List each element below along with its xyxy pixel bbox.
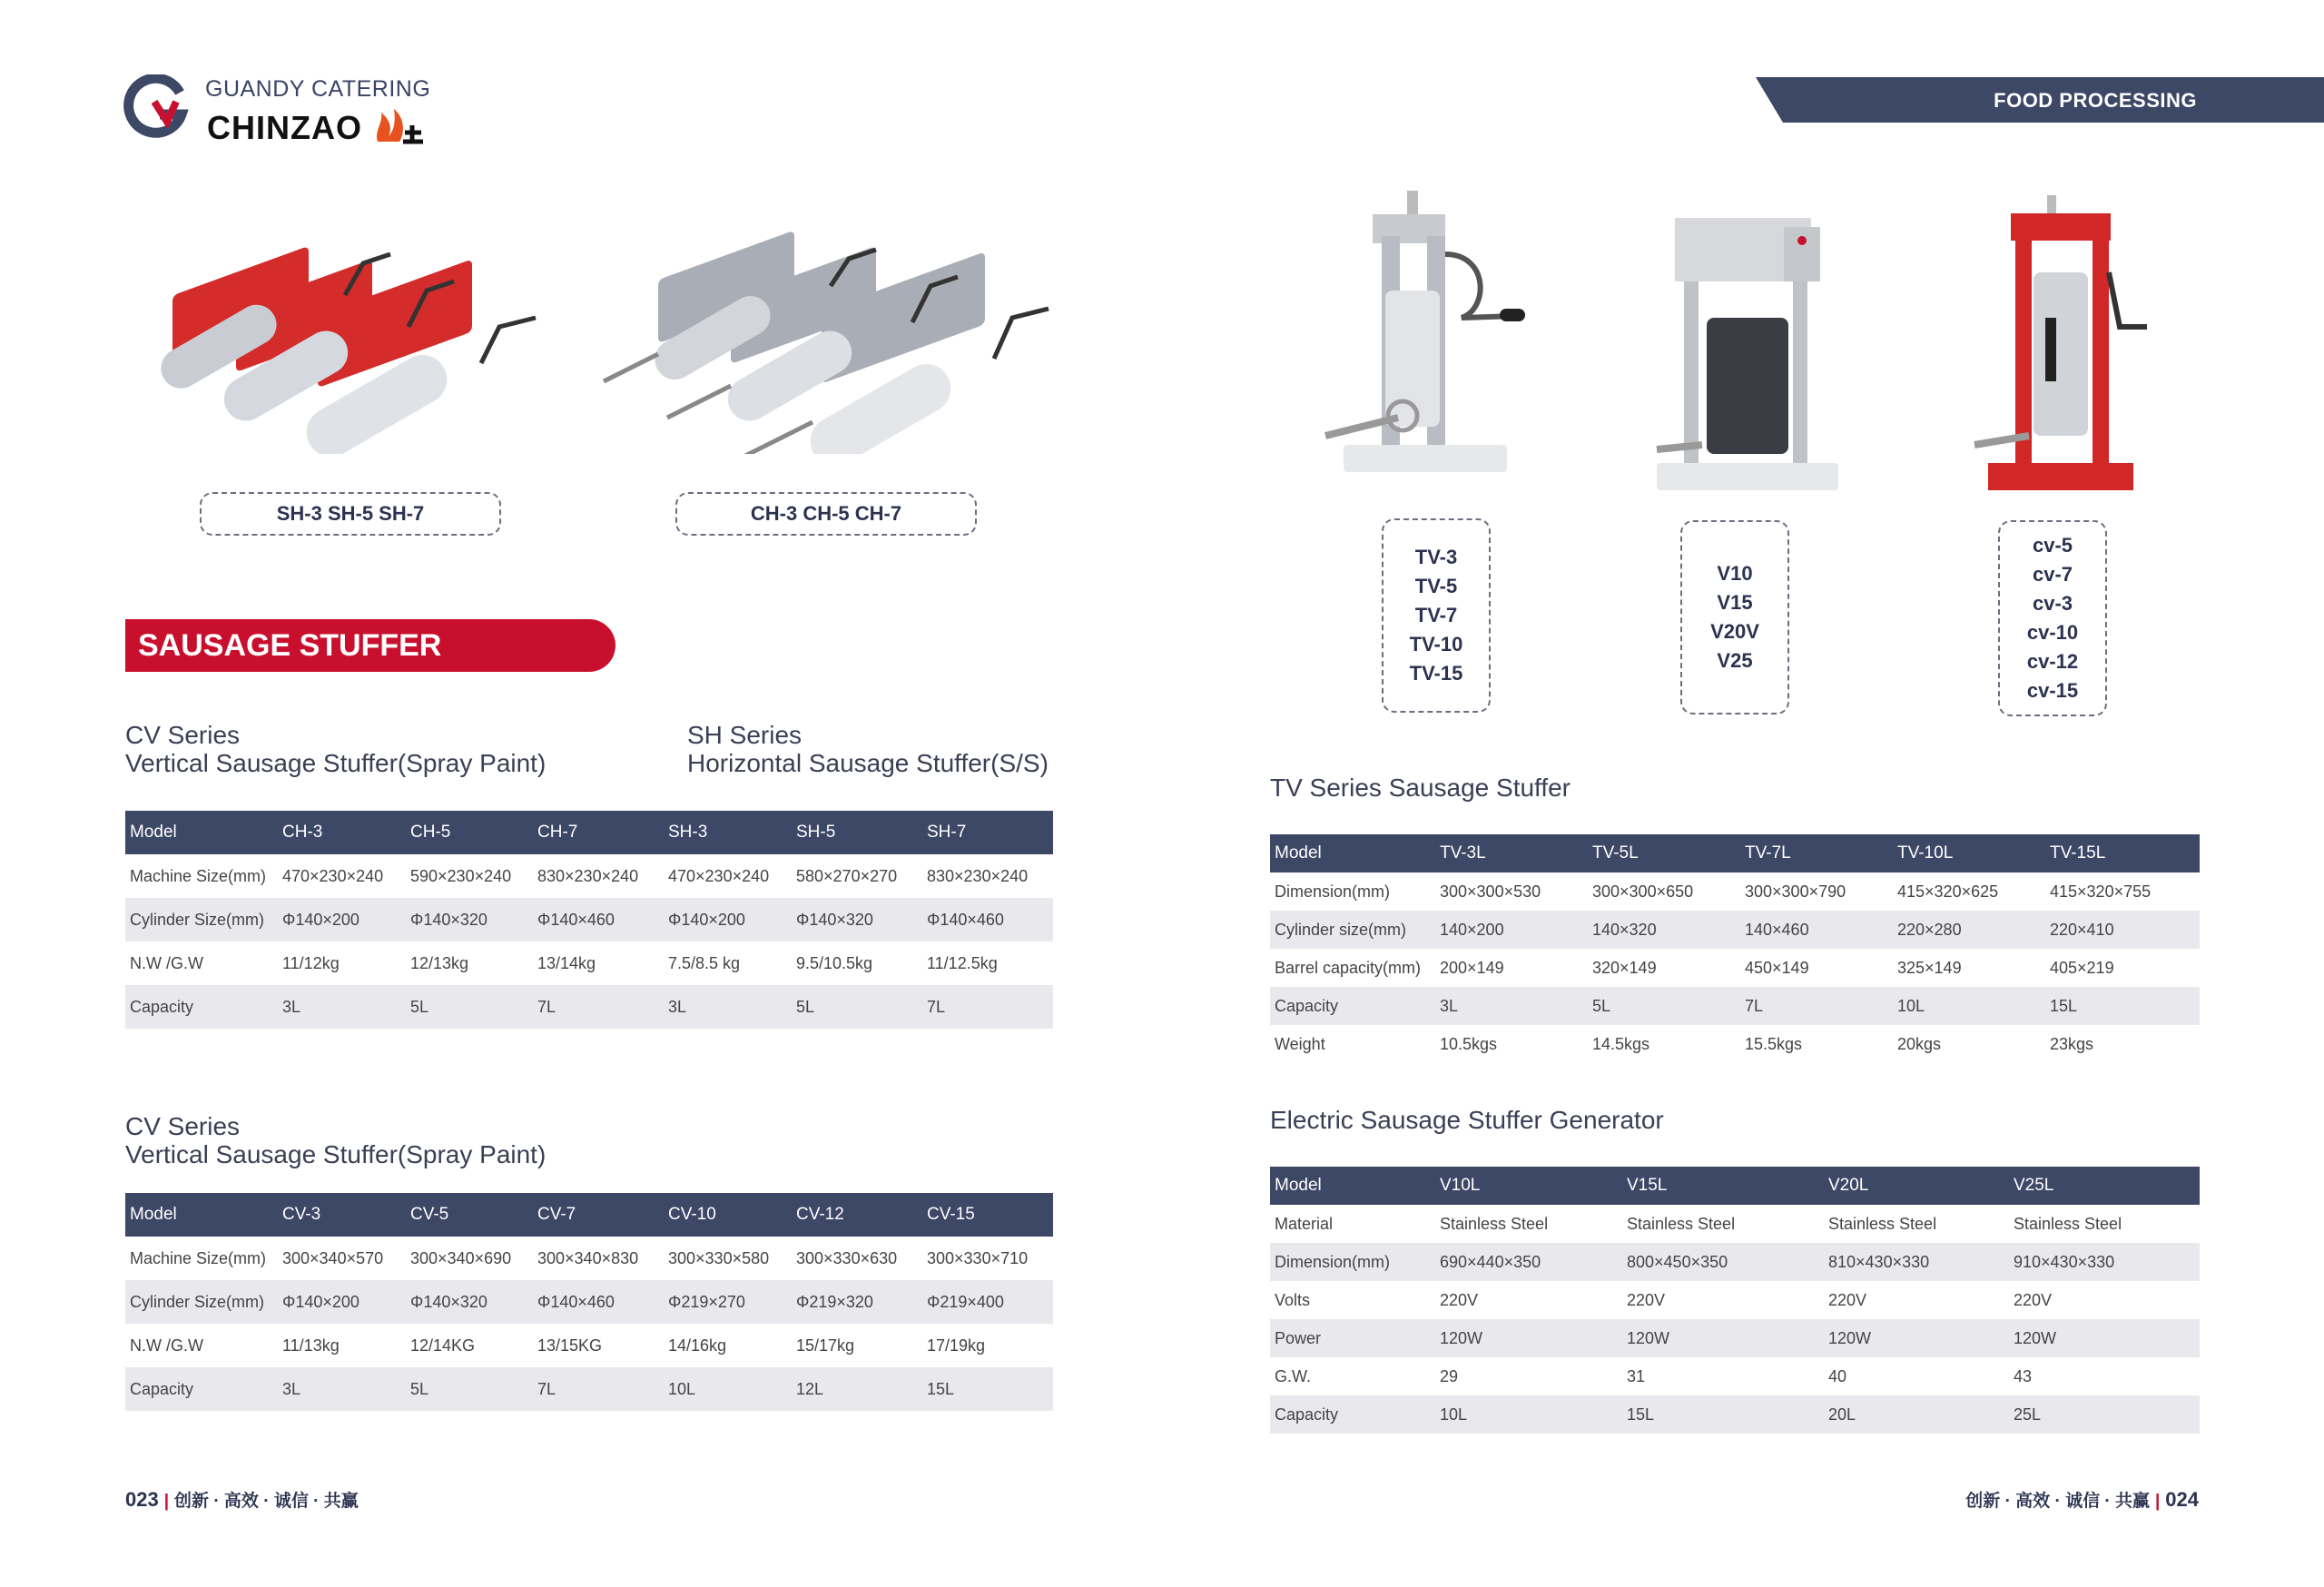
table-cell: 580×270×270 — [796, 866, 898, 885]
footer-left: 023 | 创新 · 高效 · 诚信 · 共赢 — [125, 1488, 359, 1511]
table-header-cell: Model — [125, 811, 278, 854]
table-header-cell: Model — [1270, 834, 1435, 872]
table-cell: 140×460 — [1740, 911, 1893, 949]
sh-series-heading — [687, 721, 1049, 777]
table-row — [125, 1367, 1053, 1411]
table-cell: Power — [1270, 1319, 1435, 1357]
table-header-row — [1270, 1167, 2200, 1205]
table-row — [1270, 987, 2200, 1025]
ch-sh-spec-table — [125, 811, 1053, 1029]
table-header-cell: V20L — [1824, 1167, 2009, 1205]
table-cell: 20kgs — [1897, 1034, 1942, 1053]
table-row — [125, 898, 1053, 941]
table-cell: 5L — [406, 985, 533, 1029]
table-header-cell: Model — [1270, 1167, 1435, 1205]
table-cell: Barrel capacity(mm) — [1275, 958, 1422, 977]
model-label: cv-12 — [2026, 650, 2079, 673]
table-cell: Φ140×460 — [533, 898, 664, 941]
table-cell: 300×330×580 — [668, 1248, 770, 1267]
table-row — [1270, 1395, 2200, 1434]
table-cell: 5L — [792, 985, 922, 1029]
table-cell: Capacity — [125, 985, 278, 1029]
table-cell: 11/13kg — [282, 1336, 340, 1355]
table-cell: 7L — [533, 985, 664, 1029]
company-logo-icon — [123, 74, 189, 140]
table-header-cell: TV-3L — [1435, 834, 1588, 872]
cv-series-model-list — [1998, 520, 2107, 716]
table-cell: 470×230×240 — [668, 866, 770, 885]
table-cell: 15L — [922, 1367, 1053, 1411]
ch-series-product-image — [595, 227, 1067, 454]
table-cell: 25L — [2009, 1395, 2200, 1434]
table-header-cell: TV-15L — [2045, 834, 2200, 872]
tv-series-model-list — [1382, 518, 1491, 713]
table-row — [1270, 872, 2200, 911]
table-row — [125, 1237, 1053, 1280]
table-cell: Φ140×320 — [792, 898, 922, 941]
footer-right: 创新 · 高效 · 诚信 · 共赢 | 024 — [1965, 1488, 2199, 1511]
table-cell: 40 — [1828, 1366, 1847, 1385]
table-cell: Φ140×460 — [533, 1280, 664, 1324]
table-cell: 220×280 — [1893, 911, 2045, 949]
table-header-cell: SH-7 — [922, 811, 1053, 854]
table-cell: 300×330×630 — [796, 1248, 898, 1267]
electric-stuffer-spec-table — [1270, 1167, 2200, 1434]
table-cell: 3L — [1435, 987, 1588, 1025]
table-cell: 23kgs — [2050, 1034, 2094, 1053]
table-cell: 15/17kg — [796, 1336, 855, 1355]
table-cell: 140×320 — [1588, 911, 1740, 949]
page-number-right: 024 — [2165, 1488, 2199, 1511]
table-header-cell: V10L — [1435, 1167, 1622, 1205]
page-number-left: 023 — [125, 1488, 159, 1511]
table-cell: 10L — [664, 1367, 792, 1411]
table-cell: Cylinder Size(mm) — [125, 898, 278, 941]
table-cell: Stainless Steel — [1440, 1214, 1549, 1233]
model-label: cv-10 — [2026, 621, 2079, 644]
table-cell: Φ140×460 — [922, 898, 1053, 941]
section-title-banner — [125, 619, 615, 672]
table-cell: 9.5/10.5kg — [796, 953, 873, 972]
model-label: V25 — [1717, 649, 1753, 672]
table-cell: 43 — [2014, 1366, 2033, 1385]
table-cell: 300×300×790 — [1745, 882, 1846, 901]
table-header-cell: V15L — [1622, 1167, 1824, 1205]
table-cell: 14/16kg — [668, 1336, 727, 1355]
table-cell: Machine Size(mm) — [130, 1248, 267, 1267]
table-row — [125, 854, 1053, 898]
table-cell: 405×219 — [2050, 958, 2114, 977]
table-cell: 220V — [2014, 1290, 2053, 1309]
table-cell: 220×410 — [2045, 911, 2200, 949]
cv-spec-table — [125, 1193, 1053, 1411]
table-cell: Dimension(mm) — [1270, 1243, 1435, 1281]
table-row — [125, 985, 1053, 1029]
table-cell: 320×149 — [1592, 958, 1657, 977]
table-header-cell: CV-15 — [922, 1193, 1053, 1237]
cv-series-product-image — [1965, 191, 2147, 499]
series-description: Vertical Sausage Stuffer(Spray Paint) — [125, 1140, 547, 1168]
table-cell: 10.5kgs — [1440, 1034, 1498, 1053]
table-header-cell: CV-10 — [664, 1193, 792, 1237]
table-cell: 12/13kg — [410, 953, 469, 972]
table-cell: 15L — [1622, 1395, 1824, 1434]
table-cell: 17/19kg — [927, 1336, 986, 1355]
table-cell: Capacity — [1270, 1395, 1435, 1434]
table-row — [1270, 1319, 2200, 1357]
table-cell: 300×300×650 — [1592, 882, 1694, 901]
table-cell: Cylinder Size(mm) — [125, 1280, 278, 1324]
table-cell: 810×430×330 — [1824, 1243, 2009, 1281]
table-header-cell: CH-7 — [533, 811, 664, 854]
table-row — [1270, 949, 2200, 987]
table-cell: Capacity — [1270, 987, 1435, 1025]
table-row — [1270, 1357, 2200, 1395]
table-cell: 10L — [1435, 1395, 1622, 1434]
table-cell: Cylinder size(mm) — [1270, 911, 1435, 949]
table-cell: Dimension(mm) — [1275, 882, 1391, 901]
sh-series-model-label: SH-3 SH-5 SH-7 — [200, 492, 501, 536]
table-cell: 450×149 — [1745, 958, 1809, 977]
table-cell: N.W /G.W — [130, 1336, 203, 1355]
table-cell: 200×149 — [1440, 958, 1504, 977]
series-description: Horizontal Sausage Stuffer(S/S) — [687, 749, 1049, 777]
table-row — [1270, 1281, 2200, 1319]
table-cell: 300×340×570 — [282, 1248, 384, 1267]
table-cell: 300×330×710 — [927, 1248, 1029, 1267]
table-cell: 220V — [1828, 1290, 1867, 1309]
series-description: Vertical Sausage Stuffer(Spray Paint) — [125, 749, 547, 777]
model-label: V20V — [1710, 620, 1759, 643]
series-name: CV Series — [125, 1112, 241, 1140]
table-cell: 300×340×830 — [537, 1248, 639, 1267]
table-row — [125, 1280, 1053, 1324]
model-label: TV-5 — [1414, 575, 1458, 597]
table-header-cell: SH-3 — [664, 811, 792, 854]
table-cell: 3L — [664, 985, 792, 1029]
table-cell: Stainless Steel — [1627, 1214, 1736, 1233]
table-cell: 10L — [1893, 987, 2045, 1025]
table-cell: 12L — [792, 1367, 922, 1411]
model-label: cv-7 — [2032, 563, 2073, 586]
model-label: cv-5 — [2032, 534, 2073, 557]
series-name: CV Series — [125, 721, 241, 749]
table-header-cell: V25L — [2009, 1167, 2200, 1205]
table-cell: 7L — [533, 1367, 664, 1411]
table-cell: Machine Size(mm) — [130, 866, 267, 885]
table-cell: 15L — [2045, 987, 2200, 1025]
table-cell: 5L — [1588, 987, 1740, 1025]
brand-name: GUANDY CATERING — [205, 76, 431, 102]
model-label: V10 — [1717, 562, 1753, 585]
table-row — [125, 1324, 1053, 1367]
table-cell: 325×149 — [1897, 958, 1962, 977]
table-header-cell: TV-5L — [1588, 834, 1740, 872]
table-cell: Stainless Steel — [2014, 1214, 2122, 1233]
table-row — [1270, 911, 2200, 949]
model-label: V15 — [1717, 591, 1753, 614]
table-cell: 140×200 — [1435, 911, 1588, 949]
table-cell: 7.5/8.5 kg — [668, 953, 741, 972]
category-banner-text: FOOD PROCESSING — [1994, 89, 2197, 112]
table-cell: Φ140×320 — [406, 1280, 533, 1324]
tv-spec-table — [1270, 834, 2200, 1063]
table-cell: 415×320×755 — [2050, 882, 2152, 901]
table-cell: 590×230×240 — [410, 866, 512, 885]
table-cell: 3L — [278, 1367, 406, 1411]
table-cell: Φ219×400 — [922, 1280, 1053, 1324]
table-cell: 11/12kg — [282, 953, 340, 972]
ch-series-model-label: CH-3 CH-5 CH-7 — [675, 492, 977, 536]
table-header-cell: CV-5 — [406, 1193, 533, 1237]
brand-logo-text: CHINZAO — [207, 109, 362, 146]
model-label: TV-15 — [1409, 662, 1463, 685]
brand-flame-icon — [372, 105, 427, 150]
table-cell: 14.5kgs — [1592, 1034, 1650, 1053]
table-header-cell: Model — [125, 1193, 278, 1237]
model-label: TV-7 — [1414, 604, 1458, 626]
table-header-cell: TV-7L — [1740, 834, 1893, 872]
table-row — [1270, 1205, 2200, 1243]
footer-slogan-right: 创新 · 高效 · 诚信 · 共赢 — [1965, 1492, 2150, 1511]
table-cell: 120W — [1435, 1319, 1622, 1357]
table-cell: Φ140×200 — [278, 898, 406, 941]
table-cell: Volts — [1275, 1290, 1311, 1309]
tv-series-product-image — [1307, 182, 1534, 499]
sh-series-product-image — [127, 227, 563, 454]
table-cell: Φ140×200 — [278, 1280, 406, 1324]
v-series-model-list — [1680, 520, 1789, 715]
table-cell: 12/14KG — [410, 1336, 476, 1355]
table-cell: 415×320×625 — [1897, 882, 1999, 901]
table-cell: 11/12.5kg — [927, 953, 998, 972]
model-label: cv-3 — [2032, 592, 2073, 615]
table-cell: Capacity — [125, 1367, 278, 1411]
model-label: TV-10 — [1409, 633, 1463, 656]
table-cell: Φ140×200 — [664, 898, 792, 941]
table-cell: N.W /G.W — [130, 953, 203, 972]
model-label: cv-15 — [2026, 679, 2079, 702]
table-cell: 300×340×690 — [410, 1248, 512, 1267]
table-cell: 300×300×530 — [1440, 882, 1541, 901]
table-header-cell: CH-3 — [278, 811, 406, 854]
v-series-product-image — [1648, 200, 1847, 499]
table-cell: 15.5kgs — [1745, 1034, 1803, 1053]
table-header-row — [125, 1193, 1053, 1237]
table-header-row — [125, 811, 1053, 854]
table-cell: 470×230×240 — [282, 866, 384, 885]
cv-series-heading-2 — [125, 1112, 546, 1168]
electric-stuffer-heading: Electric Sausage Stuffer Generator — [1270, 1106, 1664, 1134]
series-name: SH Series — [687, 721, 803, 749]
table-header-cell: CV-3 — [278, 1193, 406, 1237]
table-cell: Weight — [1275, 1034, 1325, 1053]
table-header-cell: CV-7 — [533, 1193, 664, 1237]
table-cell: Φ140×320 — [406, 898, 533, 941]
cv-series-heading — [125, 721, 546, 777]
table-cell: Φ219×270 — [664, 1280, 792, 1324]
table-header-cell: TV-10L — [1893, 834, 2045, 872]
table-header-cell: SH-5 — [792, 811, 922, 854]
model-label: TV-3 — [1414, 546, 1458, 568]
table-row — [125, 941, 1053, 985]
table-cell: 5L — [406, 1367, 533, 1411]
table-header-row — [1270, 834, 2200, 872]
table-cell: 830×230×240 — [537, 866, 639, 885]
section-title: SAUSAGE STUFFER — [138, 628, 442, 663]
table-header-cell: CV-12 — [792, 1193, 922, 1237]
table-cell: Stainless Steel — [1828, 1214, 1937, 1233]
table-cell: 690×440×350 — [1435, 1243, 1622, 1281]
table-cell: 220V — [1627, 1290, 1666, 1309]
table-cell: 3L — [278, 985, 406, 1029]
table-cell: 830×230×240 — [927, 866, 1029, 885]
table-cell: Material — [1275, 1214, 1334, 1233]
table-cell: 13/14kg — [537, 953, 596, 972]
table-row — [1270, 1025, 2200, 1063]
table-cell: 220V — [1440, 1290, 1479, 1309]
table-cell: 31 — [1627, 1366, 1646, 1385]
table-cell: 120W — [1824, 1319, 2009, 1357]
table-header-cell: CH-5 — [406, 811, 533, 854]
table-cell: Φ219×320 — [792, 1280, 922, 1324]
table-cell: 120W — [1622, 1319, 1824, 1357]
table-cell: 29 — [1440, 1366, 1459, 1385]
table-row — [1270, 1243, 2200, 1281]
tv-series-heading: TV Series Sausage Stuffer — [1270, 774, 1571, 802]
table-cell: 910×430×330 — [2009, 1243, 2200, 1281]
table-cell: G.W. — [1275, 1366, 1311, 1385]
table-cell: 20L — [1824, 1395, 2009, 1434]
table-cell: 120W — [2009, 1319, 2200, 1357]
table-cell: 13/15KG — [537, 1336, 603, 1355]
table-cell: 800×450×350 — [1622, 1243, 1824, 1281]
table-cell: 7L — [922, 985, 1053, 1029]
footer-slogan-left: 创新 · 高效 · 诚信 · 共赢 — [174, 1492, 359, 1511]
table-cell: 7L — [1740, 987, 1893, 1025]
